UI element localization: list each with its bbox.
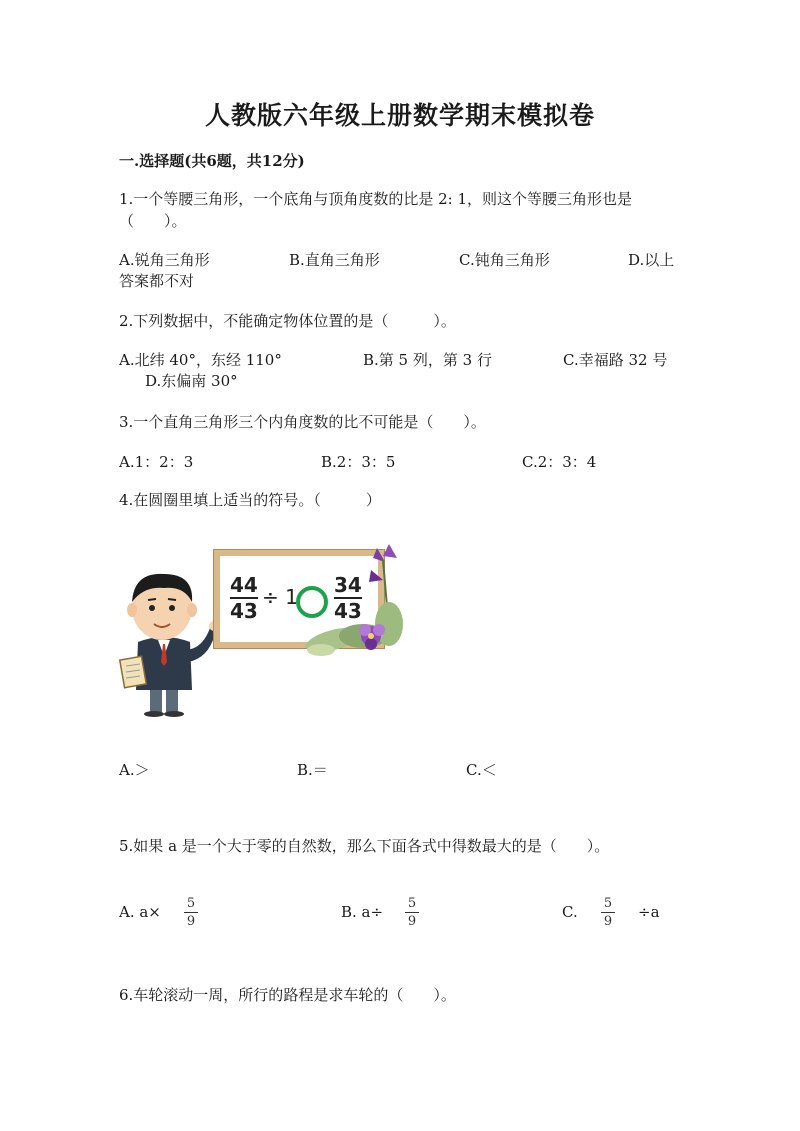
question-2-text: 2.下列数据中，不能确定物体位置的是（ ）。: [119, 312, 456, 330]
board-left-denominator: 43: [230, 599, 258, 623]
question-5-option-a-fraction: [184, 896, 198, 929]
question-4-option-c[interactable]: C.＜: [466, 761, 497, 779]
question-1-option-b[interactable]: B.直角三角形: [289, 251, 380, 269]
fraction-denominator: 9: [186, 914, 196, 929]
teacher-cartoon-icon: [118, 558, 228, 718]
question-2-option-c[interactable]: C.幸福路 32 号: [563, 351, 668, 369]
question-2-option-d[interactable]: D.东偏南 30°: [145, 372, 238, 390]
question-1-text-line1: 1.一个等腰三角形，一个底角与顶角度数的比是 2: 1，则这个等腰三角形也是: [119, 190, 632, 208]
flower-decoration-icon: [293, 540, 408, 670]
question-4-option-b[interactable]: B.＝: [297, 761, 328, 779]
question-2-option-a[interactable]: A.北纬 40°，东经 110°: [119, 351, 282, 369]
board-right-denominator: 43: [334, 599, 362, 623]
section-heading: 一.选择题(共6题，共12分): [119, 152, 305, 170]
question-2-option-b[interactable]: B.第 5 列，第 3 行: [363, 351, 492, 369]
question-1-option-a[interactable]: A.锐角三角形: [119, 251, 210, 269]
question-6-text: 6.车轮滚动一周，所行的路程是求车轮的（ ）。: [119, 986, 456, 1004]
question-5-text: 5.如果 a 是一个大于零的自然数，那么下面各式中得数最大的是（ ）。: [119, 837, 610, 855]
question-1-option-c[interactable]: C.钝角三角形: [459, 251, 550, 269]
board-fraction-left: [230, 574, 258, 622]
question-3-option-c[interactable]: C.2：3：4: [522, 453, 597, 471]
fraction-denominator: 9: [407, 914, 417, 929]
question-3-option-b[interactable]: B.2：3：5: [321, 453, 396, 471]
question-4-text: 4.在圆圈里填上适当的符号。（ ）: [119, 491, 381, 509]
question-1-option-d-cont: 答案都不对: [119, 272, 195, 290]
fraction-denominator: 9: [603, 914, 613, 929]
question-4-option-a[interactable]: A.＞: [119, 761, 150, 779]
board-right-numerator: 34: [334, 573, 362, 597]
fraction-numerator: 5: [407, 896, 417, 911]
question-5-option-a[interactable]: A. a×: [119, 903, 161, 921]
teacher-illustration: [118, 540, 408, 720]
question-3-option-a[interactable]: A.1：2：3: [119, 453, 194, 471]
fraction-numerator: 5: [603, 896, 613, 911]
board-left-numerator: 44: [230, 573, 258, 597]
question-5-option-c-fraction: [601, 896, 615, 929]
page-title: 人教版六年级上册数学期末模拟卷: [204, 101, 595, 130]
question-5-option-c[interactable]: C.: [562, 903, 578, 921]
board-operator: ÷ 1: [262, 585, 298, 609]
fraction-numerator: 5: [186, 896, 196, 911]
question-3-text: 3.一个直角三角形三个内角度数的比不可能是（ ）。: [119, 413, 486, 431]
question-1-option-d[interactable]: D.以上: [628, 251, 675, 269]
question-5-option-c-suffix: ÷a: [638, 903, 660, 921]
question-5-option-b-fraction: [405, 896, 419, 929]
question-5-option-b[interactable]: B. a÷: [341, 903, 384, 921]
question-1-text-line2: （ ）。: [119, 212, 187, 230]
